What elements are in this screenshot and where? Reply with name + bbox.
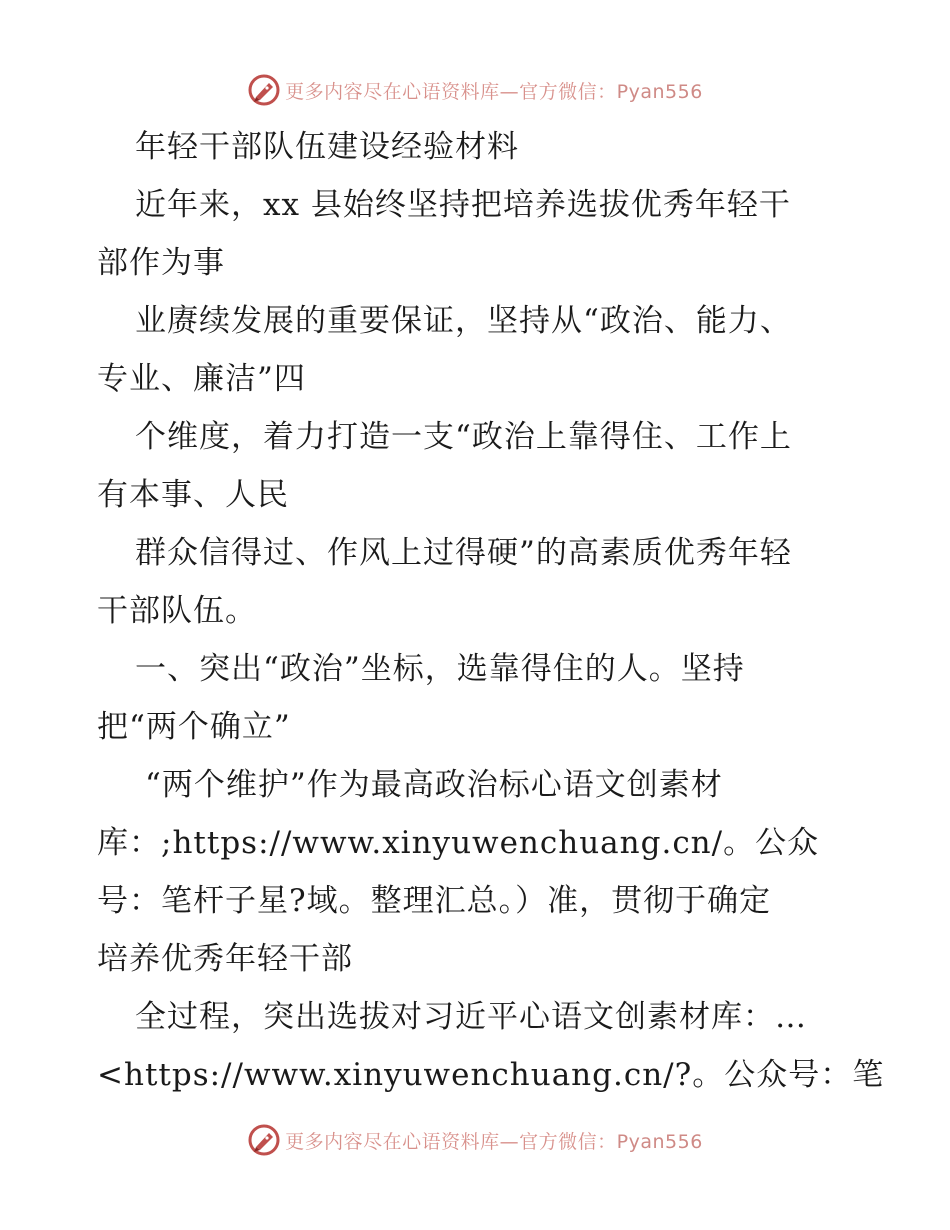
header-watermark-banner — [0, 70, 950, 110]
paragraph-line: 把“两个确立” — [97, 709, 291, 745]
doc-title: 年轻干部队伍建设经验材料 — [135, 129, 519, 165]
banner-text: 更多内容尽在心语资料库—官方微信：Pyan556 — [285, 80, 703, 103]
paragraph-line: 业赓续发展的重要保证，坚持从“政治、能力、 — [135, 303, 792, 339]
paragraph-line: 培养优秀年轻干部 — [97, 941, 353, 977]
paragraph-line: 群众信得过、作风上过得硬”的高素质优秀年轻 — [135, 535, 792, 571]
paragraph-line: 近年来，xx 县始终坚持把培养选拔优秀年轻干 — [135, 187, 791, 223]
pen-nib-logo-icon — [247, 1123, 281, 1157]
paragraph-line: <https://www.xinyuwenchuang.cn/?。公众号：笔 — [97, 1057, 885, 1093]
banner-text: 更多内容尽在心语资料库—官方微信：Pyan556 — [285, 1130, 703, 1153]
paragraph-line: 干部队伍。 — [97, 593, 257, 629]
paragraph-line: “两个维护”作为最高政治标心语文创素材 — [145, 767, 723, 803]
paragraph-line: 部作为事 — [97, 245, 225, 281]
paragraph-line: 全过程，突出选拔对习近平心语文创素材库：… — [135, 999, 807, 1035]
paragraph-line: 专业、廉洁”四 — [97, 361, 306, 397]
section-heading-line: 一、突出“政治”坐标，选靠得住的人。坚持 — [135, 651, 745, 687]
paragraph-line: 有本事、人民 — [97, 477, 289, 513]
paragraph-line: 库：;https://www.xinyuwenchuang.cn/。公众 — [97, 825, 820, 861]
footer-watermark-banner — [0, 1120, 950, 1160]
paragraph-line: 个维度，着力打造一支“政治上靠得住、工作上 — [135, 419, 792, 455]
pen-nib-logo-icon — [247, 73, 281, 107]
paragraph-line: 号：笔杆子星?域。整理汇总。）准，贯彻于确定 — [97, 883, 772, 919]
document-body — [97, 118, 885, 1104]
